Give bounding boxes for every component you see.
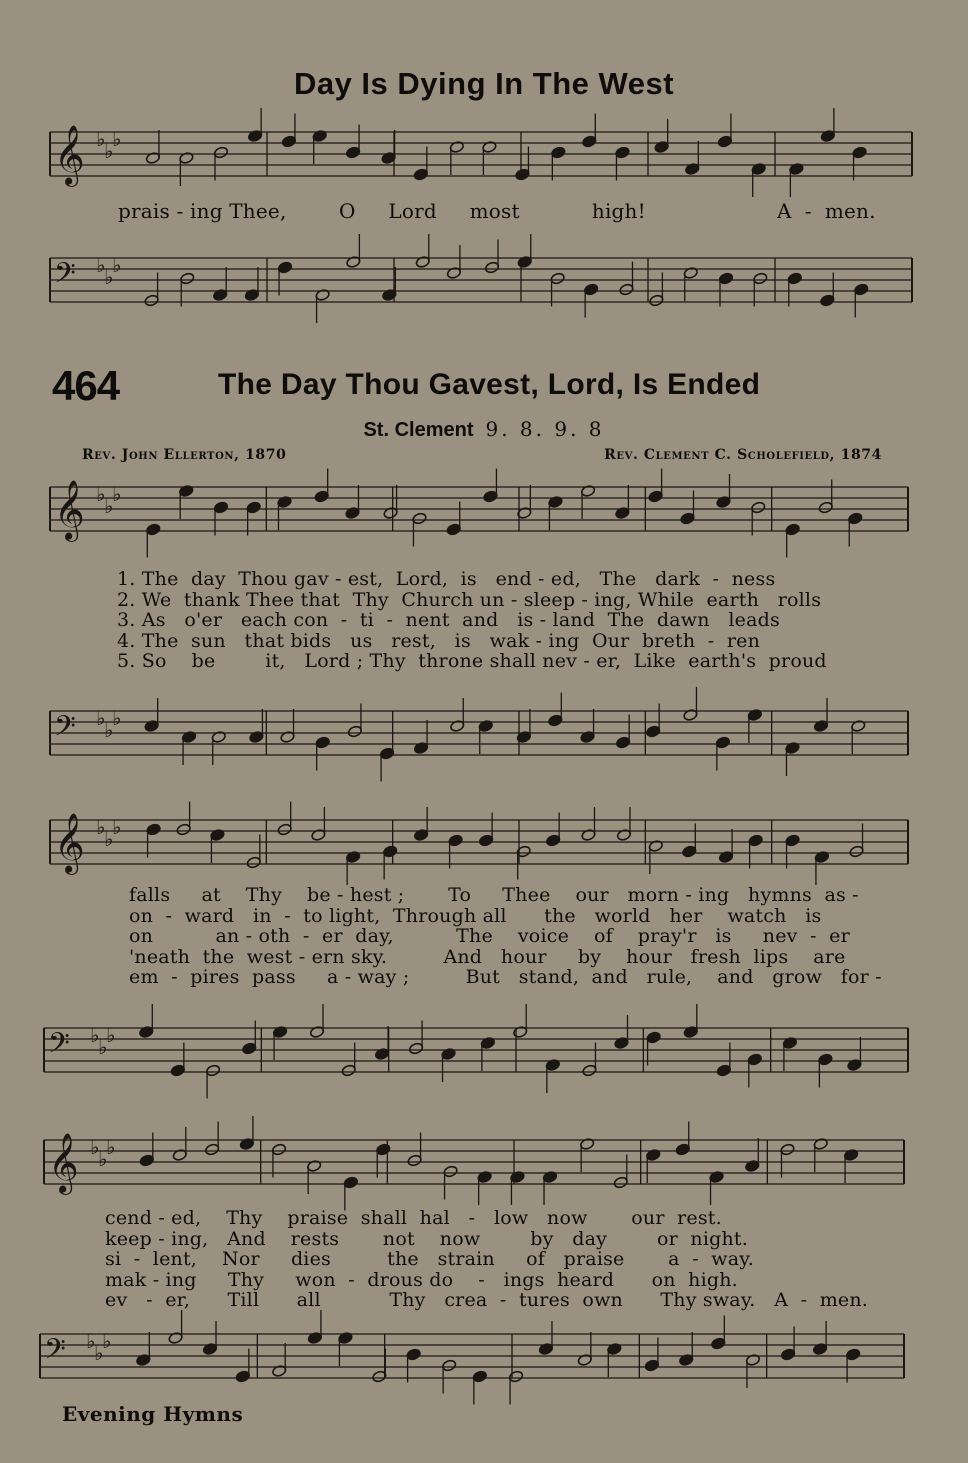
verse-line: 4. The sun that bids us rest, is wak - ing Our breth - ren	[117, 629, 761, 652]
verse-line: 1. The day Thou gav - est, Lord, is end - ed, The dark - ness	[117, 568, 776, 590]
hymn-number: 464	[52, 362, 120, 409]
flat-icon: ♭	[96, 815, 106, 839]
tune-line	[0, 417, 968, 442]
flat-icon: ♭	[90, 1023, 100, 1047]
flat-icon: ♭	[96, 482, 106, 506]
verse-line: on an - oth - er day, The voice of pray'r is nev - er	[129, 925, 850, 947]
flat-icon: ♭	[96, 706, 106, 730]
bass-clef-icon: 𝄢	[44, 1333, 66, 1373]
treble-clef-icon: 𝄞	[48, 1133, 79, 1193]
lyrics-system-1	[117, 569, 827, 672]
bass-clef-icon: 𝄢	[48, 1027, 70, 1067]
verse-line: mak - ing Thy won - drous do - ings heard on high.	[105, 1268, 738, 1291]
verse-line: cend - ed, Thy praise shall hal - low now our rest.	[105, 1207, 722, 1229]
flat-icon: ♭	[86, 1329, 96, 1353]
verse-line: ev - er, Till all Thy crea - tures own Thy sway. A - men.	[105, 1289, 869, 1311]
tune-meter: 9. 8. 9. 8	[485, 417, 605, 441]
verse-line: si - lent, Nor dies the strain of praise a - way.	[105, 1248, 754, 1270]
tune-name: St. Clement	[363, 419, 474, 441]
verse-line: 2. We thank Thee that Thy Church un - sleep - ing, While earth rolls	[117, 588, 822, 611]
flat-icon: ♭	[98, 1147, 108, 1171]
flat-icon: ♭	[102, 1329, 112, 1353]
flat-icon: ♭	[104, 827, 114, 851]
bass-clef-icon: 𝄢	[54, 257, 76, 297]
flat-icon: ♭	[104, 265, 114, 289]
section-footer: Evening Hymns	[62, 1402, 244, 1426]
flat-icon: ♭	[106, 1135, 116, 1159]
treble-clef-icon: 𝄞	[54, 125, 85, 185]
flat-icon: ♭	[98, 1035, 108, 1059]
lyrics-system-3	[105, 1208, 868, 1311]
treble-clef-icon: 𝄞	[54, 480, 85, 540]
flat-icon: ♭	[112, 253, 122, 277]
flat-icon: ♭	[104, 139, 114, 163]
flat-icon: ♭	[112, 706, 122, 730]
verse-line: 3. As o'er each con - ti - nent and is - land The dawn leads	[117, 609, 780, 631]
flat-icon: ♭	[112, 482, 122, 506]
flat-icon: ♭	[90, 1135, 100, 1159]
flat-icon: ♭	[104, 494, 114, 518]
treble-clef-icon: 𝄞	[54, 813, 85, 873]
flat-icon: ♭	[104, 718, 114, 742]
prev-hymn-lyric: prais - ing Thee, O Lord most high! A - men.	[118, 199, 876, 223]
verse-line: em - pires pass a - way ; But stand, and rule, and grow for -	[129, 966, 882, 988]
verse-line: on - ward in - to light, Through all the world her watch is	[129, 904, 822, 927]
verse-line: keep - ing, And rests not now by day or night.	[105, 1227, 748, 1250]
verse-line: 5. So be it, Lord ; Thy throne shall nev - er, Like earth's proud	[117, 650, 827, 672]
composer-credit: Rev. Clement C. Scholefield, 1874	[604, 447, 882, 463]
author-credit: Rev. John Ellerton, 1870	[82, 447, 287, 463]
flat-icon: ♭	[106, 1023, 116, 1047]
hymn-title: The Day Thou Gavest, Lord, Is Ended	[218, 368, 761, 401]
verse-line: 'neath the west - ern sky. And hour by hour fresh lips are	[129, 945, 846, 968]
verse-line: falls at Thy be - hest ; To Thee our morn - ing hymns as -	[129, 884, 859, 906]
prev-hymn-title: Day Is Dying In The West	[293, 66, 675, 101]
flat-icon: ♭	[94, 1341, 104, 1365]
flat-icon: ♭	[112, 127, 122, 151]
bass-clef-icon: 𝄢	[54, 710, 76, 750]
flat-icon: ♭	[112, 815, 122, 839]
flat-icon: ♭	[96, 253, 106, 277]
flat-icon: ♭	[96, 127, 106, 151]
lyrics-system-2	[129, 885, 882, 988]
